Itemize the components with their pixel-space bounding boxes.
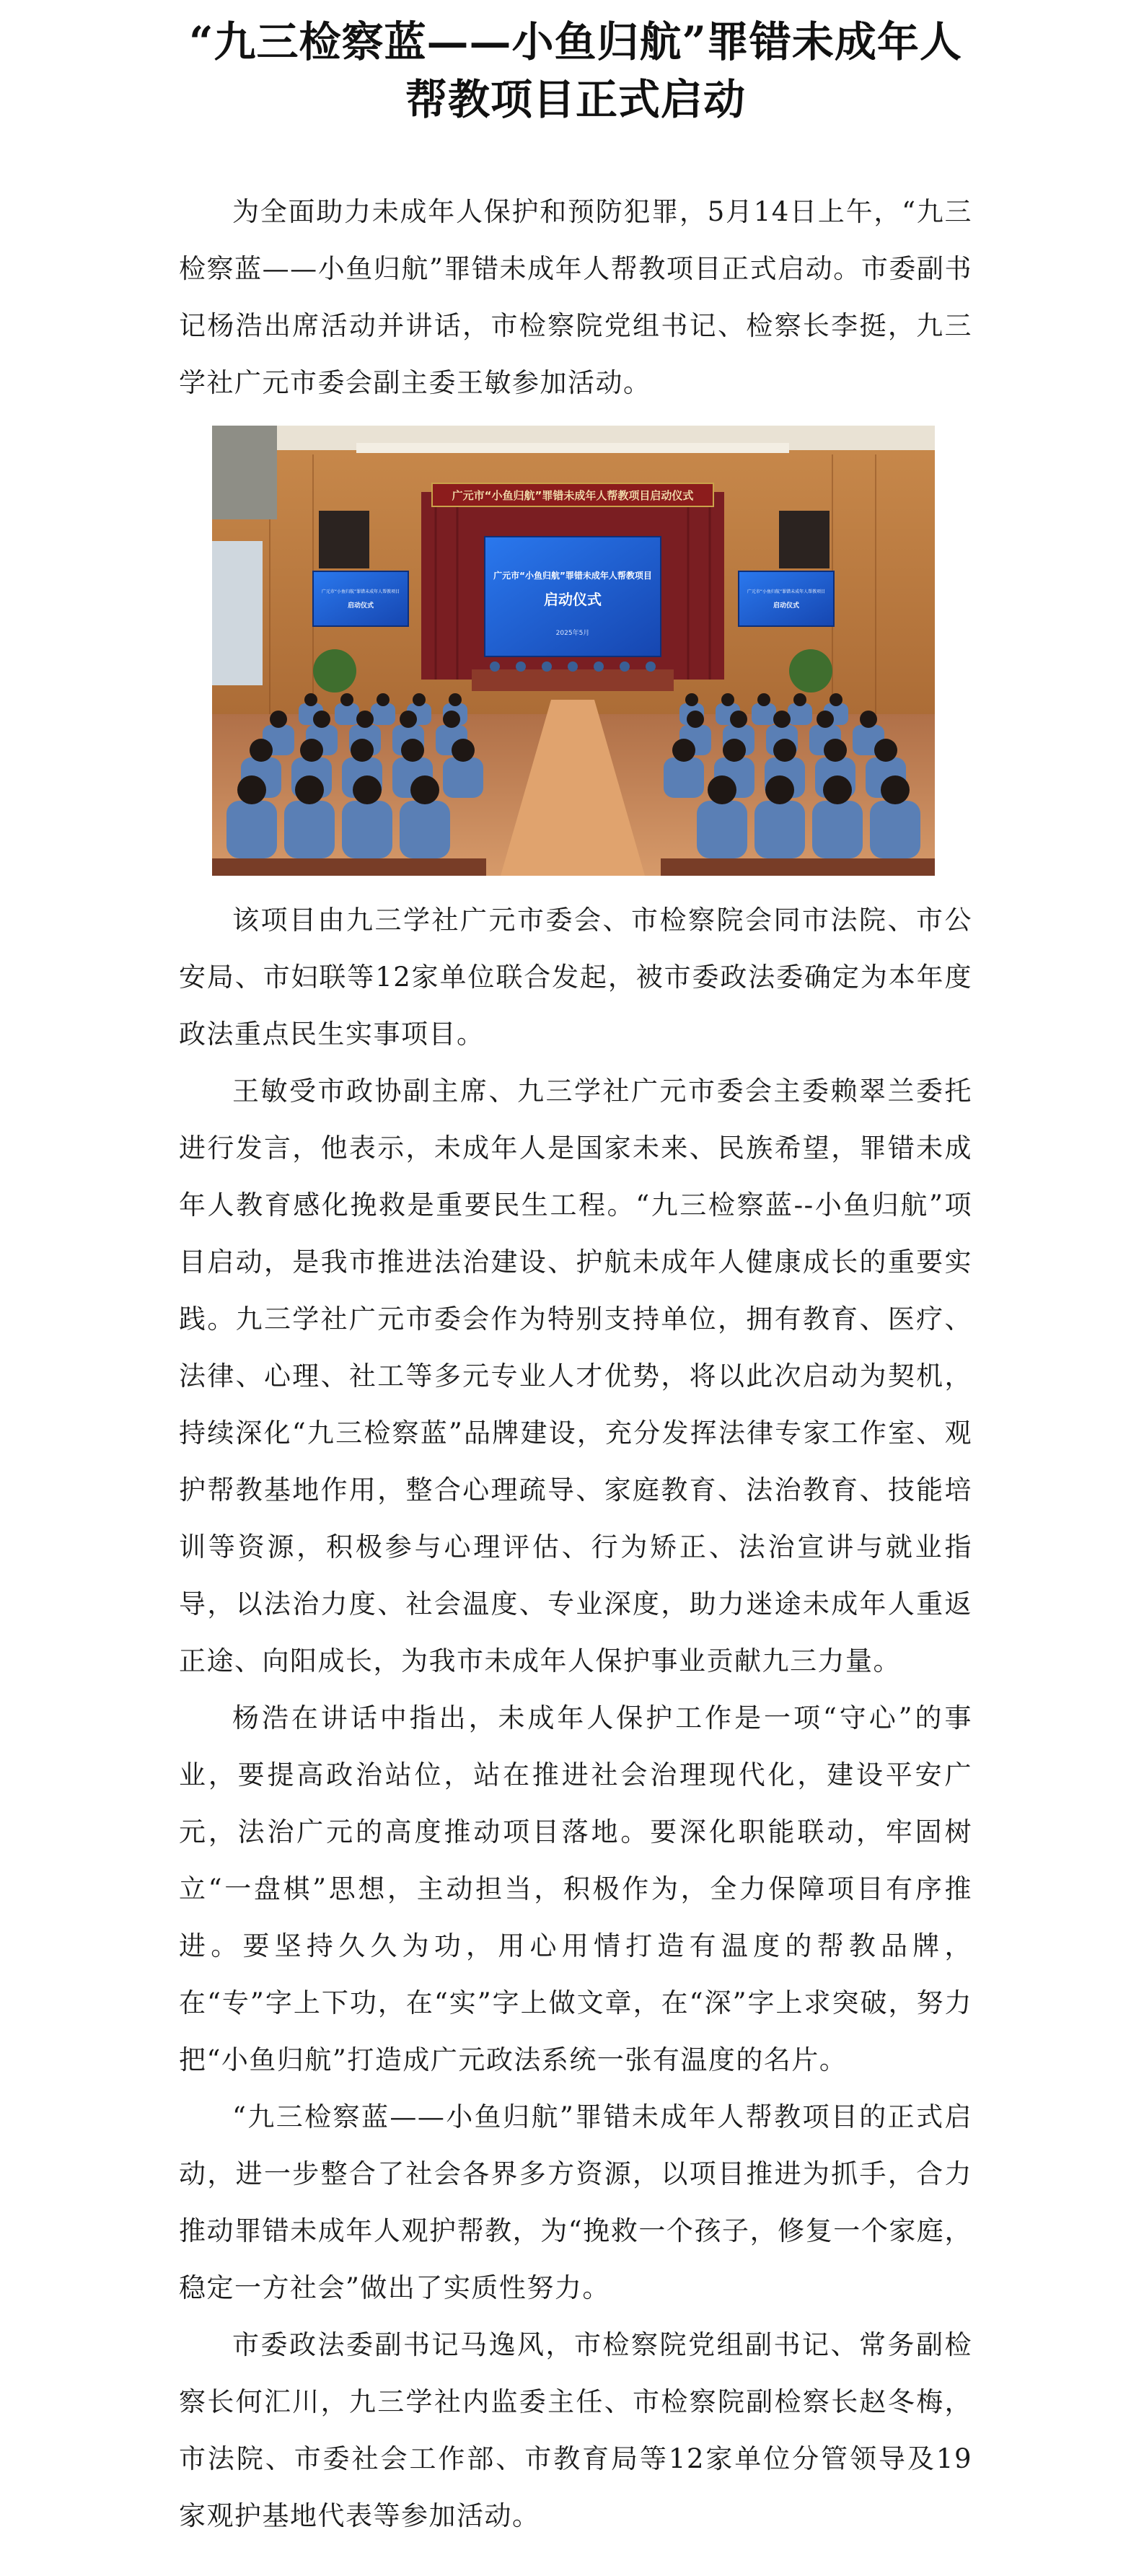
title-line-1: “九三检察蓝——小鱼归航”罪错未成年人 [189,17,962,66]
article [179,0,972,2544]
title-line-2: 帮教项目正式启动 [405,75,746,124]
paragraph-yanghao-speech: 杨浩在讲话中指出，未成年人保护工作是一项“守心”的事业，要提高政治站位，站在推进社会治理现代化，建设平安广元，法治广元的高度推动项目落地。要深化职能联动，牢固树立“一盘棋”思想，主动担当，积极作为，全力保障项目有序推进。要坚持久久为功，用心用情打造有温度的帮教品牌，在“专”字上下功，在“实”字上做文章，在“深”字上求突破，努力把“小鱼归航”打造成广元政法系统一张有温度的名片。 [179,1702,972,2075]
paragraph-intro: 为全面助力未成年人保护和预防犯罪，5月14日上午，“九三检察蓝——小鱼归航”罪错未成年人帮教项目正式启动。市委副书记杨浩出席活动并讲话，市检察院党组书记、检察长李挺，九三学社广元市委会副主委王敏参加活动。 [179,196,972,398]
right-screen-text: 广元市“小鱼归航”罪错未成年人帮教项目 [747,589,826,594]
stage-banner-text: 广元市“小鱼归航”罪错未成年人帮教项目启动仪式 [452,489,694,502]
left-screen-text: 广元市“小鱼归航”罪错未成年人帮教项目 [321,589,400,594]
paragraph-attendees: 市委政法委副书记马逸风，市检察院党组副书记、常务副检察长何汇川，九三学社内监委主任、市检察院副检察长赵冬梅，市法院、市委社会工作部、市教育局等12家单位分管领导及19家观护基地代表等参加活动。 [179,2329,972,2531]
main-screen-line1: 广元市“小鱼归航”罪错未成年人帮教项目 [493,571,652,581]
main-screen-date: 2025年5月 [555,630,590,637]
article-title [179,13,972,128]
left-screen-sub: 启动仪式 [347,602,374,610]
paragraph-significance: “九三检察蓝——小鱼归航”罪错未成年人帮教项目的正式启动，进一步整合了社会各界多方资源，以项目推进为抓手，合力推动罪错未成年人观护帮教，为“挽救一个孩子，修复一个家庭，稳定一方社会”做出了实质性努力。 [179,2101,972,2303]
main-screen-line2: 启动仪式 [544,591,602,608]
right-screen-sub: 启动仪式 [773,602,800,610]
paragraph-wangmin-speech: 王敏受市政协副主席、九三学社广元市委会主委赖翠兰委托进行发言，他表示，未成年人是国家未来、民族希望，罪错未成年人教育感化挽救是重要民生工程。“九三检察蓝--小鱼归航”项目启动，是我市推进法治建设、护航未成年人健康成长的重要实践。九三学社广元市委会作为特别支持单位，拥有教育、医疗、法律、心理、社工等多元专业人才优势，将以此次启动为契机，持续深化“九三检察蓝”品牌建设，充分发挥法律专家工作室、观护帮教基地作用，整合心理疏导、家庭教育、法治教育、技能培训等资源，积极参与心理评估、行为矫正、法治宣讲与就业指导，以法治力度、社会温度、专业深度，助力迷途未成年人重返正途、向阳成长，为我市未成年人保护事业贡献九三力量。 [179,1076,972,1676]
event-photo [212,426,935,876]
paragraph-project: 该项目由九三学社广元市委会、市检察院会同市法院、市公安局、市妇联等12家单位联合发起，被市委政法委确定为本年度政法重点民生实事项目。 [179,905,972,1050]
